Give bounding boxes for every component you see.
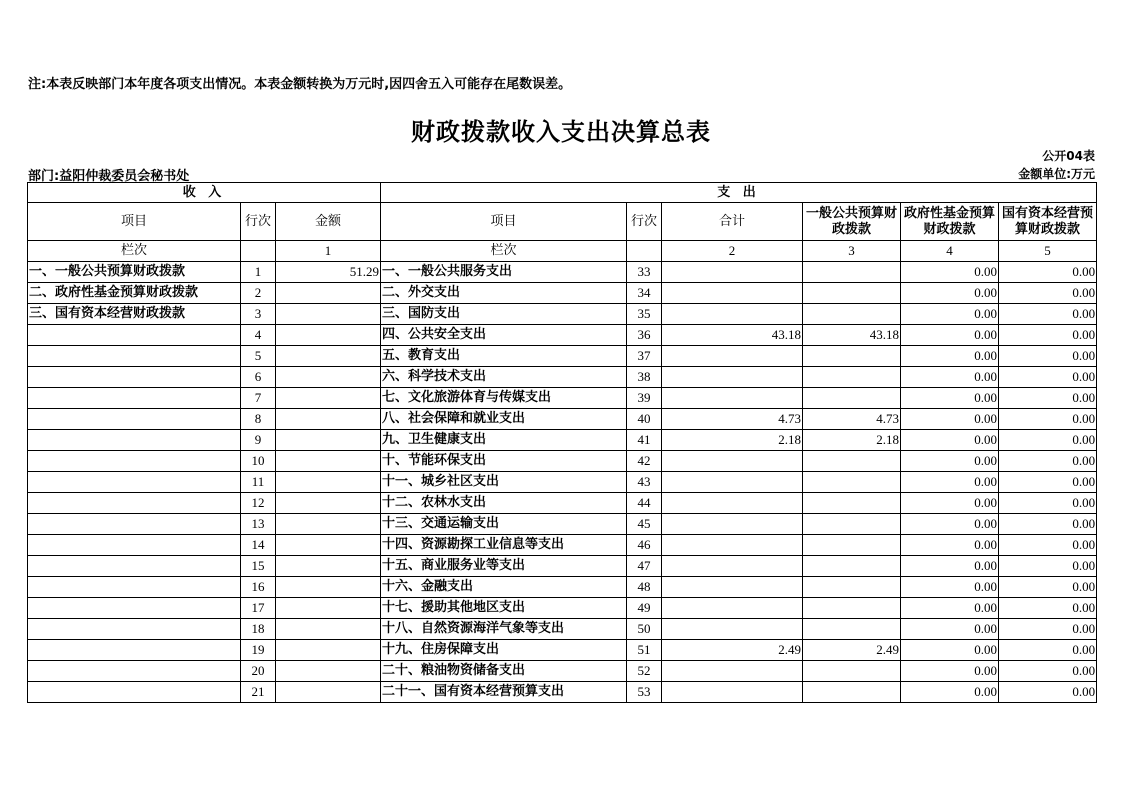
state-capital-cell: 0.00 [999, 619, 1097, 640]
gov-fund-cell: 0.00 [901, 430, 999, 451]
table-row [28, 367, 1097, 388]
general-budget-cell [803, 619, 901, 640]
general-budget-cell [803, 682, 901, 703]
state-capital-cell: 0.00 [999, 367, 1097, 388]
table-note: 注:本表反映部门本年度各项支出情况。本表金额转换为万元时,因四舍五入可能存在尾数误差。 [28, 77, 572, 92]
state-capital-cell: 0.00 [999, 430, 1097, 451]
income-amount-cell [276, 598, 381, 619]
table-row [28, 682, 1097, 703]
income-item-cell [28, 598, 241, 619]
gov-fund-cell: 0.00 [901, 535, 999, 556]
income-row-no-cell: 6 [241, 367, 276, 388]
expense-row-no-cell: 33 [627, 262, 662, 283]
table-row [28, 661, 1097, 682]
total-cell [662, 535, 803, 556]
expense-item-cell: 十五、商业服务业等支出 [381, 556, 627, 577]
expense-row-no-cell: 40 [627, 409, 662, 430]
total-cell [662, 514, 803, 535]
column-number-4: 4 [901, 241, 999, 262]
income-row-no-cell: 4 [241, 325, 276, 346]
income-item-cell [28, 640, 241, 661]
income-row-no-cell: 20 [241, 661, 276, 682]
general-budget-cell [803, 493, 901, 514]
gov-fund-cell: 0.00 [901, 325, 999, 346]
expense-item-cell: 十四、资源勘探工业信息等支出 [381, 535, 627, 556]
state-capital-cell: 0.00 [999, 577, 1097, 598]
general-budget-cell [803, 367, 901, 388]
income-item-cell [28, 493, 241, 514]
income-amount-cell [276, 493, 381, 514]
general-budget-cell [803, 262, 901, 283]
general-budget-cell [803, 556, 901, 577]
table-row [28, 409, 1097, 430]
expense-item-cell: 十七、援助其他地区支出 [381, 598, 627, 619]
income-amount-cell [276, 388, 381, 409]
expense-row-no-header: 行次 [627, 203, 662, 241]
income-item-cell [28, 367, 241, 388]
income-item-cell [28, 325, 241, 346]
amount-unit-label: 金额单位:万元 [1018, 167, 1095, 181]
total-cell [662, 682, 803, 703]
expense-column-label: 栏次 [381, 241, 627, 262]
general-budget-cell: 4.73 [803, 409, 901, 430]
general-budget-cell [803, 598, 901, 619]
income-amount-cell [276, 325, 381, 346]
total-cell [662, 388, 803, 409]
page-title: 财政拨款收入支出决算总表 [411, 118, 711, 146]
income-row-no-cell: 19 [241, 640, 276, 661]
income-item-cell [28, 619, 241, 640]
table-row [28, 640, 1097, 661]
column-number-2: 2 [662, 241, 803, 262]
expense-item-cell: 六、科学技术支出 [381, 367, 627, 388]
income-item-cell [28, 472, 241, 493]
table-row [28, 619, 1097, 640]
income-item-cell [28, 577, 241, 598]
total-cell [662, 661, 803, 682]
expense-row-no-cell: 45 [627, 514, 662, 535]
table-row [28, 304, 1097, 325]
column-number-1: 1 [276, 241, 381, 262]
income-row-no-cell: 3 [241, 304, 276, 325]
expense-row-no-cell: 48 [627, 577, 662, 598]
table-row [28, 535, 1097, 556]
income-row-no-cell: 9 [241, 430, 276, 451]
expense-item-cell: 十六、金融支出 [381, 577, 627, 598]
income-row-no-cell: 14 [241, 535, 276, 556]
expense-row-no-cell: 50 [627, 619, 662, 640]
general-budget-cell [803, 472, 901, 493]
expense-row-no-cell: 44 [627, 493, 662, 514]
total-cell [662, 598, 803, 619]
total-cell [662, 346, 803, 367]
expense-row-no-cell: 53 [627, 682, 662, 703]
income-item-cell: 二、政府性基金预算财政拨款 [28, 283, 241, 304]
state-capital-header: 国有资本经营预算财政拨款 [999, 203, 1097, 241]
income-item-cell [28, 346, 241, 367]
expense-item-header: 项目 [381, 203, 627, 241]
expense-item-cell: 三、国防支出 [381, 304, 627, 325]
income-amount-cell [276, 409, 381, 430]
table-row [28, 283, 1097, 304]
expense-item-cell: 二十、粮油物资储备支出 [381, 661, 627, 682]
state-capital-cell: 0.00 [999, 346, 1097, 367]
expense-item-cell: 十三、交通运输支出 [381, 514, 627, 535]
total-cell [662, 493, 803, 514]
table-row [28, 577, 1097, 598]
income-amount-cell [276, 577, 381, 598]
state-capital-cell: 0.00 [999, 409, 1097, 430]
expense-item-cell: 十八、自然资源海洋气象等支出 [381, 619, 627, 640]
income-row-no-cell: 7 [241, 388, 276, 409]
state-capital-cell: 0.00 [999, 682, 1097, 703]
income-amount-cell [276, 535, 381, 556]
income-section-header: 收 入 [28, 183, 381, 203]
budget-table [27, 182, 1097, 703]
income-item-cell [28, 451, 241, 472]
income-amount-cell [276, 556, 381, 577]
expense-row-no-cell: 36 [627, 325, 662, 346]
income-item-cell [28, 409, 241, 430]
expense-item-cell: 九、卫生健康支出 [381, 430, 627, 451]
expense-item-cell: 二十一、国有资本经营预算支出 [381, 682, 627, 703]
table-row [28, 325, 1097, 346]
income-amount-cell [276, 661, 381, 682]
gov-fund-cell: 0.00 [901, 619, 999, 640]
gov-fund-cell: 0.00 [901, 283, 999, 304]
income-amount-cell [276, 472, 381, 493]
expense-item-cell: 五、教育支出 [381, 346, 627, 367]
income-row-no-cell: 21 [241, 682, 276, 703]
total-cell [662, 304, 803, 325]
expense-section-header: 支 出 [381, 183, 1097, 203]
income-row-no-cell: 18 [241, 619, 276, 640]
income-item-cell: 一、一般公共预算财政拨款 [28, 262, 241, 283]
income-amount-cell [276, 304, 381, 325]
expense-row-no-cell: 46 [627, 535, 662, 556]
income-amount-cell [276, 451, 381, 472]
empty-cell [241, 241, 276, 262]
expense-item-cell: 四、公共安全支出 [381, 325, 627, 346]
empty-cell [627, 241, 662, 262]
gov-fund-cell: 0.00 [901, 388, 999, 409]
total-cell [662, 451, 803, 472]
expense-row-no-cell: 42 [627, 451, 662, 472]
gov-fund-cell: 0.00 [901, 682, 999, 703]
total-cell: 43.18 [662, 325, 803, 346]
gov-fund-cell: 0.00 [901, 493, 999, 514]
expense-item-cell: 一、一般公共服务支出 [381, 262, 627, 283]
gov-fund-cell: 0.00 [901, 598, 999, 619]
income-row-no-cell: 8 [241, 409, 276, 430]
total-cell [662, 472, 803, 493]
total-cell [662, 577, 803, 598]
income-amount-cell [276, 430, 381, 451]
expense-item-cell: 十一、城乡社区支出 [381, 472, 627, 493]
gov-fund-cell: 0.00 [901, 556, 999, 577]
state-capital-cell: 0.00 [999, 388, 1097, 409]
expense-row-no-cell: 43 [627, 472, 662, 493]
expense-row-no-cell: 41 [627, 430, 662, 451]
income-item-cell [28, 535, 241, 556]
state-capital-cell: 0.00 [999, 304, 1097, 325]
general-budget-cell [803, 304, 901, 325]
expense-item-cell: 八、社会保障和就业支出 [381, 409, 627, 430]
expense-item-cell: 十、节能环保支出 [381, 451, 627, 472]
income-row-no-cell: 17 [241, 598, 276, 619]
gov-fund-cell: 0.00 [901, 262, 999, 283]
general-budget-cell: 2.49 [803, 640, 901, 661]
expense-row-no-cell: 35 [627, 304, 662, 325]
form-number: 公开04表 [1042, 149, 1095, 163]
income-item-cell: 三、国有资本经营财政拨款 [28, 304, 241, 325]
state-capital-cell: 0.00 [999, 262, 1097, 283]
income-amount-cell [276, 640, 381, 661]
expense-row-no-cell: 52 [627, 661, 662, 682]
gov-fund-cell: 0.00 [901, 640, 999, 661]
income-row-no-cell: 13 [241, 514, 276, 535]
expense-row-no-cell: 34 [627, 283, 662, 304]
income-item-cell [28, 430, 241, 451]
gov-fund-cell: 0.00 [901, 661, 999, 682]
expense-row-no-cell: 51 [627, 640, 662, 661]
expense-item-cell: 七、文化旅游体育与传媒支出 [381, 388, 627, 409]
income-item-cell [28, 388, 241, 409]
general-budget-header: 一般公共预算财政拨款 [803, 203, 901, 241]
expense-item-cell: 十二、农林水支出 [381, 493, 627, 514]
income-amount-cell [276, 283, 381, 304]
gov-fund-cell: 0.00 [901, 367, 999, 388]
income-row-no-cell: 10 [241, 451, 276, 472]
table-row [28, 514, 1097, 535]
state-capital-cell: 0.00 [999, 598, 1097, 619]
state-capital-cell: 0.00 [999, 535, 1097, 556]
table-row [28, 388, 1097, 409]
gov-fund-cell: 0.00 [901, 472, 999, 493]
total-cell: 2.18 [662, 430, 803, 451]
income-amount-cell [276, 367, 381, 388]
income-row-no-cell: 11 [241, 472, 276, 493]
income-item-header: 项目 [28, 203, 241, 241]
expense-item-cell: 二、外交支出 [381, 283, 627, 304]
income-amount-cell [276, 514, 381, 535]
general-budget-cell [803, 346, 901, 367]
column-number-5: 5 [999, 241, 1097, 262]
general-budget-cell: 43.18 [803, 325, 901, 346]
expense-row-no-cell: 39 [627, 388, 662, 409]
table-row [28, 472, 1097, 493]
income-item-cell [28, 682, 241, 703]
total-cell [662, 262, 803, 283]
general-budget-cell: 2.18 [803, 430, 901, 451]
state-capital-cell: 0.00 [999, 451, 1097, 472]
expense-row-no-cell: 37 [627, 346, 662, 367]
table-row [28, 451, 1097, 472]
state-capital-cell: 0.00 [999, 556, 1097, 577]
gov-fund-cell: 0.00 [901, 346, 999, 367]
income-row-no-cell: 1 [241, 262, 276, 283]
income-column-label: 栏次 [28, 241, 241, 262]
income-amount-cell [276, 619, 381, 640]
state-capital-cell: 0.00 [999, 493, 1097, 514]
income-amount-cell [276, 682, 381, 703]
gov-fund-cell: 0.00 [901, 451, 999, 472]
income-row-no-cell: 15 [241, 556, 276, 577]
total-header: 合计 [662, 203, 803, 241]
column-number-3: 3 [803, 241, 901, 262]
income-amount-cell [276, 346, 381, 367]
table-row [28, 262, 1097, 283]
gov-fund-cell: 0.00 [901, 409, 999, 430]
total-cell [662, 556, 803, 577]
expense-row-no-cell: 47 [627, 556, 662, 577]
state-capital-cell: 0.00 [999, 640, 1097, 661]
state-capital-cell: 0.00 [999, 283, 1097, 304]
income-row-no-cell: 12 [241, 493, 276, 514]
table-row [28, 598, 1097, 619]
state-capital-cell: 0.00 [999, 514, 1097, 535]
income-item-cell [28, 661, 241, 682]
department-label: 部门:益阳仲裁委员会秘书处 [28, 169, 190, 184]
total-cell [662, 367, 803, 388]
general-budget-cell [803, 283, 901, 304]
gov-fund-cell: 0.00 [901, 514, 999, 535]
general-budget-cell [803, 514, 901, 535]
general-budget-cell [803, 577, 901, 598]
total-cell [662, 619, 803, 640]
table-row [28, 556, 1097, 577]
general-budget-cell [803, 388, 901, 409]
general-budget-cell [803, 661, 901, 682]
expense-item-cell: 十九、住房保障支出 [381, 640, 627, 661]
state-capital-cell: 0.00 [999, 472, 1097, 493]
gov-fund-header: 政府性基金预算财政拨款 [901, 203, 999, 241]
total-cell [662, 283, 803, 304]
gov-fund-cell: 0.00 [901, 577, 999, 598]
expense-row-no-cell: 49 [627, 598, 662, 619]
expense-row-no-cell: 38 [627, 367, 662, 388]
income-row-no-cell: 2 [241, 283, 276, 304]
total-cell: 2.49 [662, 640, 803, 661]
state-capital-cell: 0.00 [999, 325, 1097, 346]
income-row-no-header: 行次 [241, 203, 276, 241]
income-row-no-cell: 5 [241, 346, 276, 367]
income-item-cell [28, 514, 241, 535]
general-budget-cell [803, 535, 901, 556]
income-item-cell [28, 556, 241, 577]
income-row-no-cell: 16 [241, 577, 276, 598]
gov-fund-cell: 0.00 [901, 304, 999, 325]
table-row [28, 430, 1097, 451]
table-row [28, 493, 1097, 514]
general-budget-cell [803, 451, 901, 472]
income-amount-header: 金额 [276, 203, 381, 241]
table-row [28, 346, 1097, 367]
state-capital-cell: 0.00 [999, 661, 1097, 682]
total-cell: 4.73 [662, 409, 803, 430]
income-amount-cell: 51.29 [276, 262, 381, 283]
